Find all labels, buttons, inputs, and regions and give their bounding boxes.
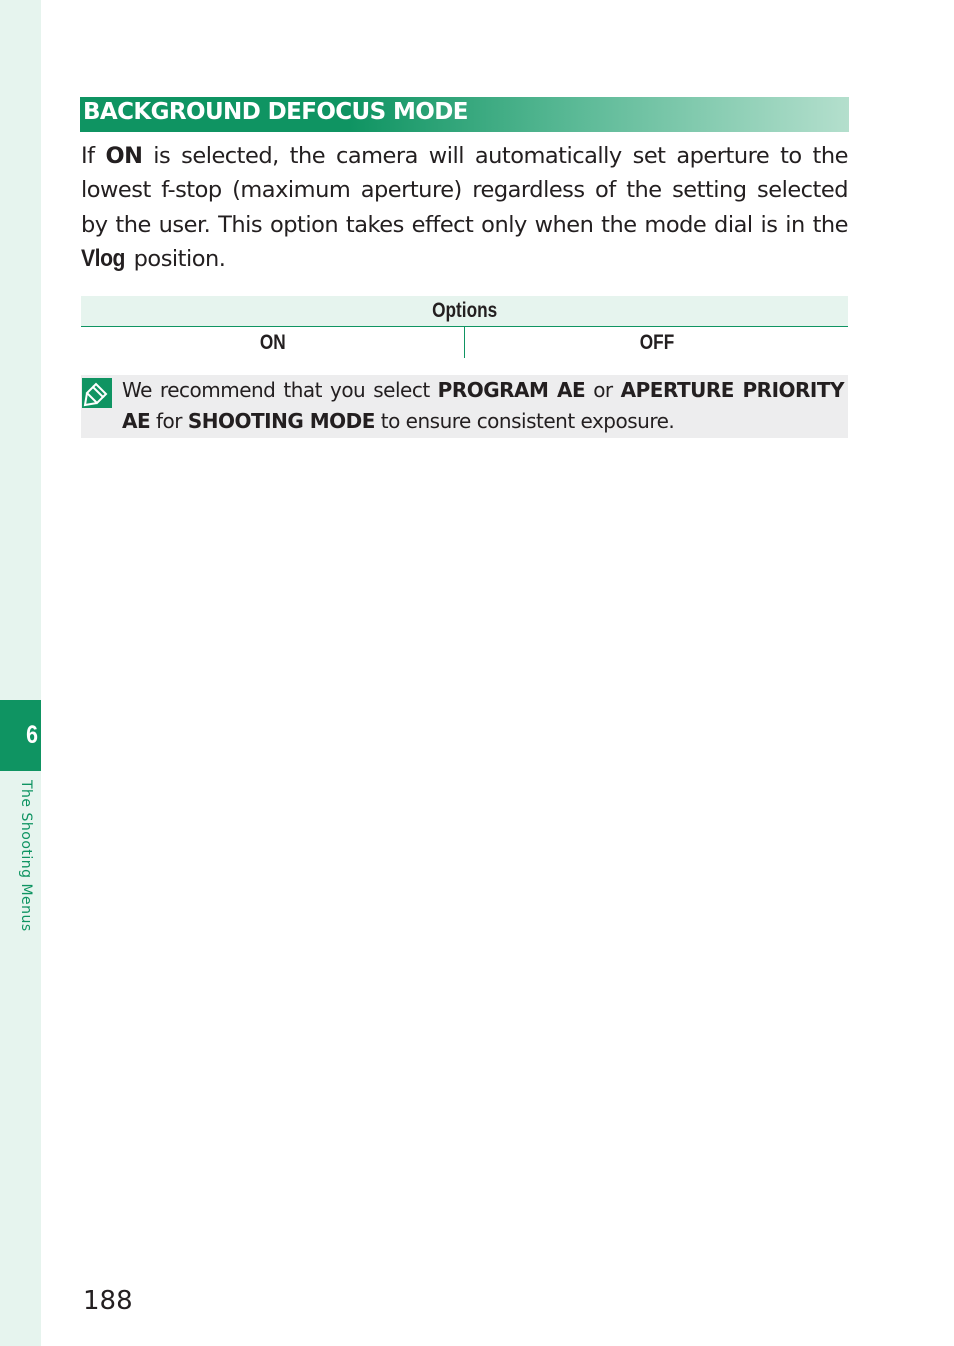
side-strip	[0, 0, 41, 1346]
note-text-part: to ensure consistent exposure.	[374, 409, 675, 433]
options-table	[81, 296, 848, 358]
options-value-row	[81, 327, 848, 359]
note-text-part: or	[585, 378, 621, 402]
body-text-part: position.	[127, 245, 226, 272]
page-number: 188	[83, 1286, 133, 1316]
options-header	[81, 296, 848, 327]
option-on	[81, 327, 465, 359]
note-box	[81, 375, 848, 438]
note-pencil-icon	[82, 378, 112, 408]
option-off-label: OFF	[639, 330, 674, 354]
program-ae-keyword: PROGRAM AE	[437, 378, 586, 402]
note-text-part: for	[150, 409, 188, 433]
note-text	[122, 375, 844, 437]
option-off	[465, 327, 849, 359]
section-heading: BACKGROUND DEFOCUS MODE	[80, 97, 849, 132]
chapter-tab	[0, 700, 41, 771]
vlog-mode-label: Vlog	[81, 244, 125, 272]
body-text-part: If	[81, 143, 106, 169]
options-header-row	[81, 296, 848, 327]
shooting-mode-keyword: SHOOTING MODE	[187, 409, 375, 433]
chapter-number: 6	[26, 721, 38, 749]
aperture-priority-ae-keyword: APERTURE PRIORITY AE	[122, 378, 844, 433]
note-text-part: We recommend that you select	[122, 378, 438, 402]
body-paragraph	[81, 139, 848, 276]
on-keyword: ON	[105, 143, 143, 169]
body-text-part: is selected, the camera will automatically set aperture to the lowest f-stop (maximum aperture) regardless of the setting selected by the user. This option takes effect only when the mode dial is in the	[81, 143, 848, 238]
chapter-label: The Shooting Menus	[18, 780, 34, 932]
options-header-label: Options	[431, 299, 498, 322]
option-on-label: ON	[259, 330, 286, 354]
